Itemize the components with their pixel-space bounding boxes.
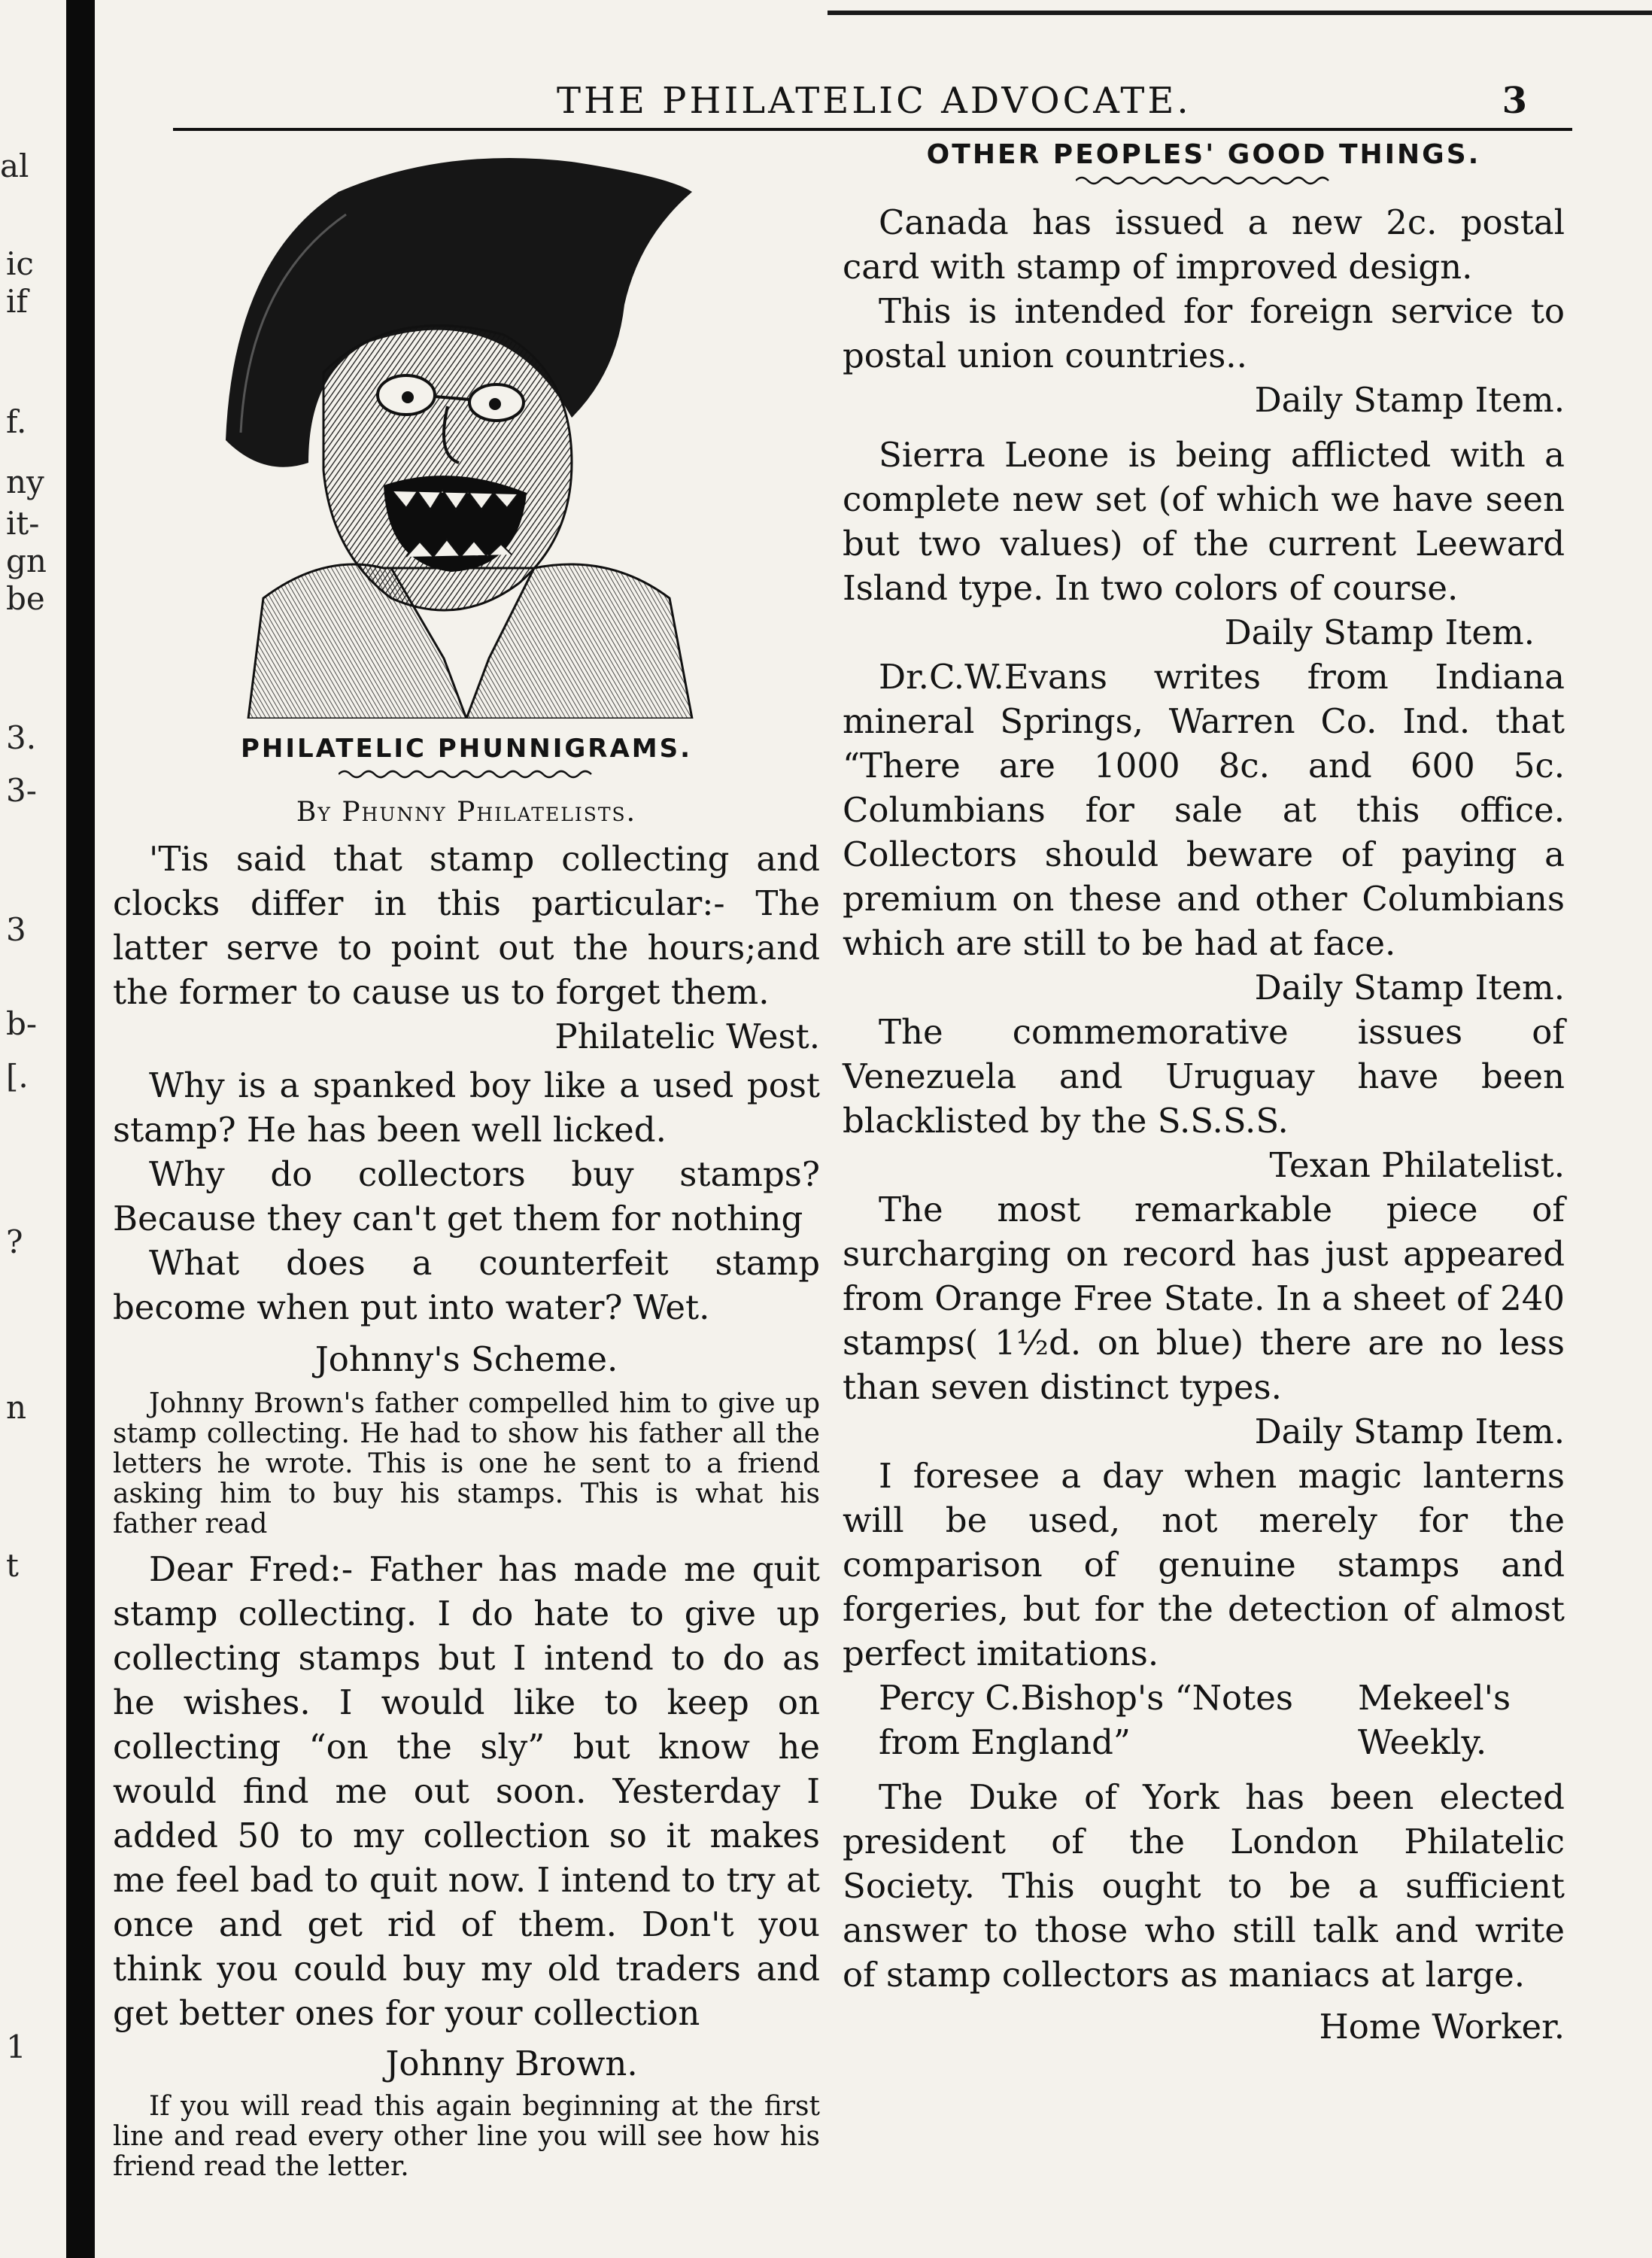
attribution: Daily Stamp Item.: [1224, 612, 1535, 652]
gutter-fragment: b-: [6, 1005, 38, 1042]
gutter-fragment: f.: [6, 403, 27, 440]
wavy-divider: [339, 768, 594, 780]
paragraph: Why do collectors buy stamps? Because they can't get them for nothing: [113, 1154, 820, 1238]
gutter-fragment: it-: [6, 505, 40, 542]
gutter-fragment: 3.: [6, 719, 37, 756]
gutter-fragment: 3-: [6, 772, 37, 809]
gutter-fragment: al: [0, 147, 29, 184]
news-item: The Duke of York has been elected president of the London Philatelic Society. This ought to be a sufficient answer to those who still talk and write of stamp collectors as maniacs at large.: [843, 1777, 1565, 1995]
page-header: [173, 75, 1572, 131]
attribution: Daily Stamp Item.: [1254, 380, 1565, 420]
attribution: Home Worker.: [1319, 2007, 1565, 2047]
page-number: 3: [1502, 80, 1527, 122]
gutter-fragment: ?: [6, 1223, 23, 1260]
signature: Johnny Brown.: [385, 2044, 638, 2083]
byline: By Phunny Philatelists.: [296, 797, 637, 828]
paragraph: Why is a spanked boy like a used post stamp? He has been well licked.: [113, 1065, 820, 1150]
gutter-fragment: ny: [6, 463, 44, 500]
news-item: Sierra Leone is being afflicted with a complete new set (of which we have seen but two values) of the current Leeward Island type. In two colors of course.: [843, 435, 1565, 608]
news-item: I foresee a day when magic lanterns will be used, not merely for the comparison of genuine stamps and forgeries, but for the detection of almost perfect imitations.: [843, 1456, 1565, 1673]
top-rule: [828, 11, 1652, 15]
letter-paragraph: Dear Fred:- Father has made me quit stamp collecting. I do hate to give up collecting stamps but I intend to do as he wishes. I would like to keep on collecting “on the sly” but know he would find me out soon. Yesterday I added 50 to my collection so it makes me feel bad to quit now. I intend to try at once and get rid of them. Don't you think you could buy my old traders and get better ones for your collection: [113, 1549, 820, 2033]
subheading: Johnny's Scheme.: [314, 1339, 618, 1379]
attribution: Daily Stamp Item.: [1254, 968, 1565, 1007]
paragraph: 'Tis said that stamp collecting and clocks differ in this particular:- The latter serve to point out the hours;and the former to cause us to forget them.: [113, 839, 820, 1012]
gutter-fragment: 1: [6, 2029, 26, 2065]
right-column: [843, 139, 1565, 2049]
source-line: [843, 1676, 1565, 1764]
news-item: This is intended for foreign service to postal union countries..: [843, 291, 1565, 375]
newspaper-title: THE PHILATELIC ADVOCATE.: [557, 80, 1192, 122]
intro-paragraph: Johnny Brown's father compelled him to give up stamp collecting. He had to show his father all the letters he wrote. This is one he sent to a friend asking him to buy his stamps. This is what his father read: [113, 1388, 820, 1539]
gutter-fragment: 3: [6, 911, 26, 948]
news-item: Dr.C.W.Evans writes from Indiana mineral Springs, Warren Co. Ind. that “There are 1000 8c. and 600 5c. Columbians for sale at this office. Collectors should beware of paying a premium on these and other Columbians which are still to be had at face.: [843, 657, 1565, 963]
attribution: Daily Stamp Item.: [1254, 1412, 1565, 1451]
footnote: If you will read this again beginning at the first line and read every other line you will see how his friend read the letter.: [113, 2091, 820, 2182]
attribution: Texan Philatelist.: [1269, 1145, 1565, 1185]
binding-spine: [66, 0, 95, 2258]
section-heading-good-things: OTHER PEOPLES' GOOD THINGS.: [926, 139, 1481, 170]
left-column: [113, 139, 820, 2182]
paragraph: What does a counterfeit stamp become when put into water? Wet.: [113, 1243, 820, 1327]
news-item: Canada has issued a new 2c. postal card with stamp of improved design.: [843, 202, 1565, 287]
attribution: Mekeel's Weekly.: [1357, 1678, 1511, 1762]
illustration-area: [113, 139, 820, 734]
gutter-fragment: t: [6, 1547, 19, 1584]
gutter-fragment: if: [6, 283, 28, 320]
wavy-divider: [1076, 175, 1332, 187]
gutter-fragment: n: [6, 1389, 27, 1426]
gutter-fragment: [.: [6, 1058, 29, 1095]
news-item: The commemorative issues of Venezuela and Uruguay have been blacklisted by the S.S.S.S.: [843, 1012, 1565, 1141]
news-item: The most remarkable piece of surcharging on record has just appeared from Orange Free State. In a sheet of 240 stamps( 1½d. on blue) there are no less than seven distinct types.: [843, 1190, 1565, 1407]
section-heading-phunnigrams: PHILATELIC PHUNNIGRAMS.: [240, 734, 693, 764]
gutter-fragment: gn: [6, 542, 47, 579]
gutter-fragment: ic: [6, 245, 34, 282]
gutter-fragment: be: [6, 580, 45, 617]
laughing-man-illustration: [218, 147, 700, 719]
source-text: Percy C.Bishop's “Notes from England”: [879, 1678, 1293, 1762]
attribution: Philatelic West.: [554, 1017, 820, 1056]
